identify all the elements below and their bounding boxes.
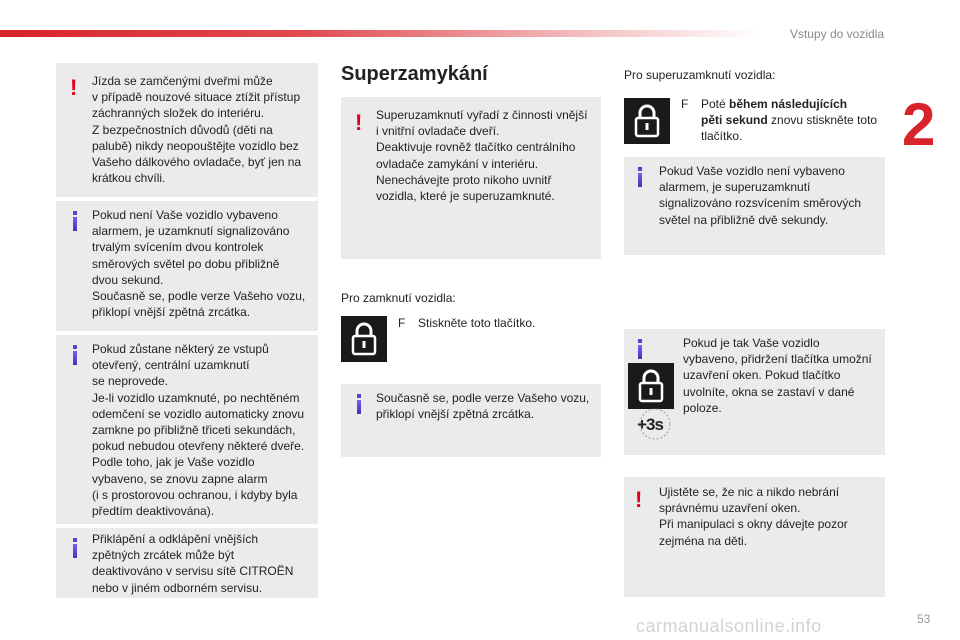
lock-button-hold-illustration xyxy=(628,363,674,409)
chapter-number: 2 xyxy=(902,91,936,158)
superlock-step xyxy=(681,96,891,145)
info-box-text: Přiklápění a odklápění vnějších zpětných zrcátek může být deaktivováno v servisu sítě CITROËN nebo v jiném odborném servisu. xyxy=(92,532,294,595)
info-icon xyxy=(73,345,77,365)
hold-three-seconds-icon xyxy=(628,406,672,442)
superlock-button-illustration xyxy=(624,98,670,144)
padlock-icon xyxy=(632,104,662,138)
lock-button-illustration xyxy=(341,316,387,362)
info-box-open-access xyxy=(56,335,318,524)
watermark: carmanualsonline.info xyxy=(636,616,822,636)
warning-box-text: Ujistěte se, že nic a nikdo nebrání správnému uzavření oken. Při manipulaci s okny dávejte pozor zejména na děti. xyxy=(659,485,848,548)
info-box-mirrors-service xyxy=(56,528,318,598)
warning-exclamation-icon: ! xyxy=(355,110,363,135)
info-icon xyxy=(73,211,77,231)
step-bold: během následujících xyxy=(729,97,848,111)
info-box-text: Pokud je tak Vaše vozidlo vybaveno, přidržení tlačítka umožní uzavření oken. Pokud tlačítko uvolníte, okna se zastaví v dané poloze. xyxy=(683,336,872,415)
bullet-symbol: F xyxy=(681,97,689,111)
info-box-text: Současně se, podle verze Vašeho vozu, přiklopí vnější zpětná zrcátka. xyxy=(376,391,590,422)
info-box-superlock-signal xyxy=(624,157,885,255)
padlock-icon xyxy=(349,322,379,356)
info-box-text: Pokud není Vaše vozidlo vybaveno alarmem, je uzamknutí signalizováno trvalým svícením dvou kontrolek směrových světel po dobu přibližně dvou sekund. Současně se, podle verze Vašeho vozu, přiklopí vnější zpětná zrcátka. xyxy=(92,208,306,320)
lock-step-text: Stiskněte toto tlačítko. xyxy=(418,316,536,330)
info-box-text: Pokud Vaše vozidlo není vybaveno alarmem, je superuzamknutí signalizováno rozsvícením směrových světel na přibližně dvě sekundy. xyxy=(659,164,862,227)
warning-exclamation-icon: ! xyxy=(635,487,643,512)
warning-box-text: Jízda se zamčenými dveřmi může v případě nouzové situace ztížit přístup záchranných složek do interiéru. Z bezpečnostních důvodů (děti na palubě) nikdy neopouštějte vozidlo bez Vašeho dálkového ovladače, byť jen na krátkou chvíli. xyxy=(92,74,302,186)
superlock-intro-text: Pro superuzamknutí vozidla: xyxy=(624,68,776,82)
warning-box-text: Superuzamknutí vyřadí z činnosti vnější i vnitřní ovladače dveří. Deaktivuje rovněž tlačítko centrálního ovladače zamykání v interiéru. Nenechávejte proto nikoho uvnitř vozidla, které je superuzamknuté. xyxy=(376,108,588,204)
step-rest: znovu stiskněte toto xyxy=(767,113,878,128)
lock-step xyxy=(398,315,535,331)
info-box-lock-signal xyxy=(56,201,318,331)
bullet-symbol: F xyxy=(398,316,406,330)
page-heading: Superzamykání xyxy=(341,63,488,85)
info-icon xyxy=(73,538,77,558)
lock-intro-text: Pro zamknutí vozidla: xyxy=(341,291,456,305)
warning-box-locked-driving xyxy=(56,63,318,197)
info-icon xyxy=(638,339,642,359)
section-title: Vstupy do vozidla xyxy=(789,27,884,41)
step-rest-2: tlačítko. xyxy=(701,129,743,144)
page-number: 53 xyxy=(917,612,931,626)
step-prefix: Poté xyxy=(701,97,730,111)
info-box-text: Pokud zůstane některý ze vstupů otevřený, centrální uzamknutí se neprovede. Je-li vozidlo uzamknuté, po nechtěném odemčení se vozidlo automaticky znovu zamkne po přibližně třiceti sekundách, pokud nebudou otevřeny některé dveře. Podle toho, jak je Vaše vozidlo vybaveno, se znovu zapne alarm (i s prostorovou ochranou, i kdyby byla předtím deaktivována). xyxy=(92,342,305,519)
info-box-mirrors xyxy=(341,384,601,457)
info-icon xyxy=(638,167,642,187)
warning-box-superlock xyxy=(341,97,601,259)
hold-duration-label: +3s xyxy=(637,415,663,434)
info-icon xyxy=(357,394,361,414)
warning-exclamation-icon: ! xyxy=(70,75,78,100)
padlock-icon xyxy=(636,369,666,403)
step-bold-2: pěti sekund xyxy=(701,113,768,128)
top-color-bar xyxy=(0,30,760,37)
warning-box-window-safety xyxy=(624,477,885,597)
